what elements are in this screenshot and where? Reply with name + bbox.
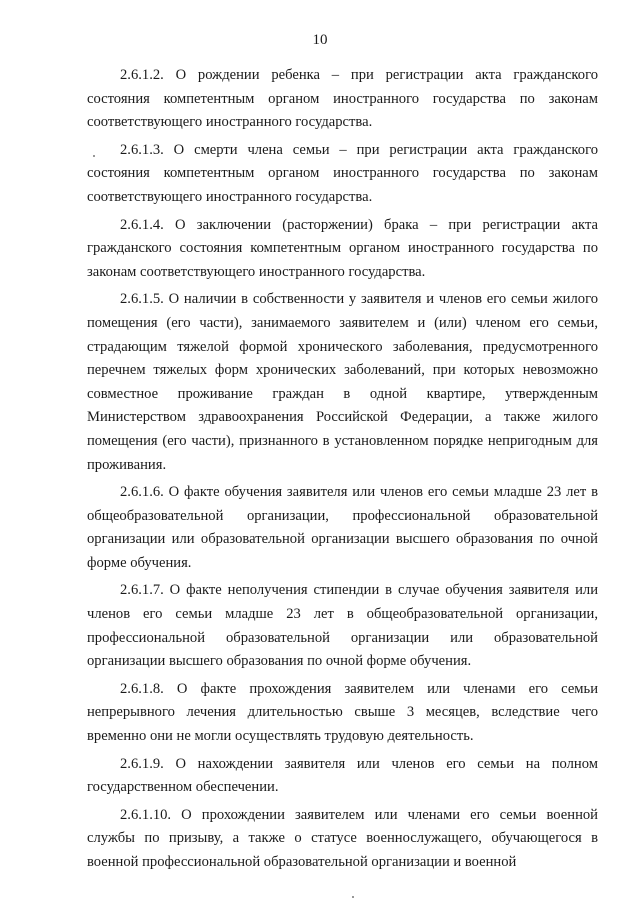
paragraph-2-6-1-9: 2.6.1.9. О нахождении заявителя или членов его семьи на полном государственном обеспечении. — [87, 755, 598, 796]
page-number: 10 — [312, 32, 328, 48]
paragraph-2-6-1-7: 2.6.1.7. О факте неполучения стипендии в случае обучения заявителя или членов его семьи младше 23 лет в общеобразовательной организации, профессиональной образовательной организации или образовательной организации высшего образования по очной форме обучения. — [87, 582, 598, 670]
paragraph-2-6-1-8: 2.6.1.8. О факте прохождения заявителем или членами его семьи непрерывного лечения длительностью свыше 3 месяцев, вследствие чего временно они не могли осуществлять трудовую деятельность. — [87, 680, 598, 745]
scan-speck — [352, 896, 354, 898]
paragraph-2-6-1-10: 2.6.1.10. О прохождении заявителем или членами его семьи военной службы по призыву, а также о статусе военнослужащего, обучающегося в военной профессиональной образовательной организации и военной — [87, 806, 598, 870]
paragraph-2-6-1-4: 2.6.1.4. О заключении (расторжении) брака – при регистрации акта гражданского состояния компетентным органом иностранного государства по законам соответствующего иностранного государства. — [87, 216, 598, 280]
paragraph-2-6-1-2: 2.6.1.2. О рождении ребенка – при регистрации акта гражданского состояния компетентным органом иностранного государства по законам соответствующего иностранного государства. — [87, 67, 598, 131]
document-body — [87, 64, 598, 879]
paragraph-2-6-1-6: 2.6.1.6. О факте обучения заявителя или членов его семьи младше 23 лет в общеобразовательной организации, профессиональной образовательной организации или образовательной организации высшего образования по очной форме обучения. — [87, 484, 598, 571]
paragraph-2-6-1-3: 2.6.1.3. О смерти члена семьи – при регистрации акта гражданского состояния компетентным органом иностранного государства по законам соответствующего иностранного государства. — [87, 141, 598, 205]
paragraph-2-6-1-5: 2.6.1.5. О наличии в собственности у заявителя и членов его семьи жилого помещения (его части), занимаемого заявителем и (или) членом его семьи, страдающим тяжелой формой хронического заболевания, предусмотренного перечнем тяжелых форм хронических заболеваний, при которых невозможно совместное проживание граждан в одной квартире, утвержденным Министерством здравоохранения Российской Федерации, а также жилого помещения (его части), признанного в установленном порядке непригодным для проживания. — [87, 291, 598, 473]
scan-speck — [93, 155, 95, 157]
